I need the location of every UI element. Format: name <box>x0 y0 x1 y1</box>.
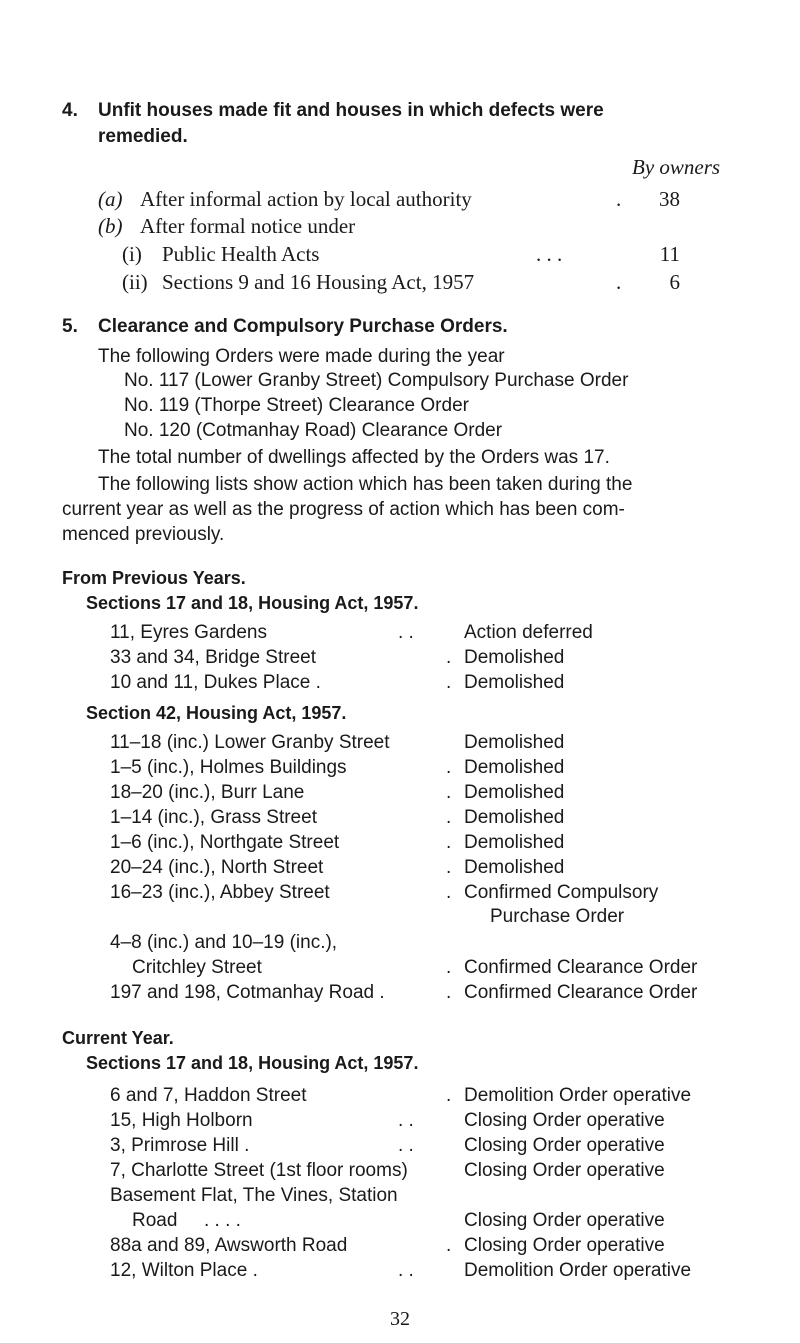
previous-row-3 <box>0 670 800 696</box>
property: 4–8 (inc.) and 10–19 (inc.), <box>110 932 338 953</box>
cotmanhay-row <box>0 980 800 1006</box>
current-row-1 <box>0 1083 800 1109</box>
leader-dots: . <box>446 647 452 668</box>
current-row-3 <box>0 1133 800 1159</box>
action: Closing Order operative <box>464 1210 665 1231</box>
previous-sub-heading-1: Sections 17 and 18, Housing Act, 1957. <box>86 593 419 613</box>
item-b-ii-value: 6 <box>669 270 680 294</box>
item-a-text: After informal action by local authority <box>140 187 472 211</box>
section-4-title-line-2: remedied. <box>98 126 188 147</box>
action: Confirmed Clearance Order <box>464 982 698 1003</box>
action: Demolished <box>464 647 565 668</box>
current-row-4 <box>0 1158 800 1184</box>
leader-dots: . . <box>398 1110 414 1131</box>
action: Closing Order operative <box>464 1110 665 1131</box>
leader-dots: . . . . <box>204 1210 241 1231</box>
section-5-number: 5. <box>62 316 78 337</box>
item-b-text: After formal notice under <box>140 214 356 238</box>
leader-dots: . . <box>398 622 414 643</box>
action: Closing Order operative <box>464 1160 665 1181</box>
property: 7, Charlotte Street (1st floor rooms) <box>110 1160 408 1181</box>
item-b-ii-row <box>0 269 800 295</box>
property: 6 and 7, Haddon Street <box>110 1085 307 1106</box>
order-117: No. 117 (Lower Granby Street) Compulsory Purchase Order <box>124 370 629 391</box>
property: 11, Eyres Gardens <box>110 622 268 643</box>
total-dwellings: The total number of dwellings affected by the Orders was 17. <box>98 447 610 468</box>
leader-dots: . <box>446 957 452 978</box>
item-b-i-text: Public Health Acts <box>162 242 320 266</box>
leader-dots: . <box>446 672 452 693</box>
para-line-1: The following lists show action which has been taken during the <box>98 474 633 495</box>
section42-row-7-cont <box>0 904 800 930</box>
section-4-number: 4. <box>62 100 78 121</box>
order-119: No. 119 (Thorpe Street) Clearance Order <box>124 395 469 416</box>
section42-row-3 <box>0 780 800 806</box>
leader-dots: . <box>446 982 452 1003</box>
critchley-row-line-1 <box>0 930 800 956</box>
leader-dots: . <box>446 882 452 903</box>
section-4-title-line-1: Unfit houses made fit and houses in which defects were <box>98 100 604 121</box>
property: 33 and 34, Bridge Street <box>110 647 316 668</box>
by-owners-column-header: By owners <box>632 155 721 179</box>
item-a-label: (a) <box>98 187 123 211</box>
property: 1–6 (inc.), Northgate Street <box>110 832 340 853</box>
previous-years-heading: From Previous Years. <box>62 568 246 588</box>
property-continuation: Road <box>132 1210 178 1231</box>
action: Confirmed Clearance Order <box>464 957 698 978</box>
section42-row-6 <box>0 855 800 881</box>
property: 10 and 11, Dukes Place . <box>110 672 321 693</box>
action: Demolished <box>464 782 565 803</box>
leader-dots: . <box>446 807 452 828</box>
leader-dots: . <box>446 782 452 803</box>
vines-row-line-2 <box>0 1208 800 1234</box>
item-b-i-leader: . . . <box>536 242 563 266</box>
order-120: No. 120 (Cotmanhay Road) Clearance Order <box>124 420 503 441</box>
vines-row-line-1 <box>0 1183 800 1209</box>
previous-sub-heading-2: Section 42, Housing Act, 1957. <box>86 703 347 723</box>
section42-row-5 <box>0 830 800 856</box>
property: 16–23 (inc.), Abbey Street <box>110 882 330 903</box>
action: Demolished <box>464 857 565 878</box>
item-a-leader: . <box>616 187 622 211</box>
current-row-5 <box>0 1233 800 1259</box>
action: Demolished <box>464 757 565 778</box>
page-number: 32 <box>390 1308 410 1330</box>
property: 1–14 (inc.), Grass Street <box>110 807 317 828</box>
action: Closing Order operative <box>464 1235 665 1256</box>
property: 197 and 198, Cotmanhay Road . <box>110 982 385 1003</box>
item-b-i-row <box>0 241 800 267</box>
action: Demolition Order operative <box>464 1260 692 1281</box>
property: 12, Wilton Place . <box>110 1260 258 1281</box>
current-row-6 <box>0 1258 800 1284</box>
action: Demolished <box>464 672 565 693</box>
property: 3, Primrose Hill . <box>110 1135 250 1156</box>
leader-dots: . . <box>398 1260 414 1281</box>
action: Demolished <box>464 732 565 753</box>
leader-dots: . <box>446 832 452 853</box>
property: Basement Flat, The Vines, Station <box>110 1185 398 1206</box>
property: 11–18 (inc.) Lower Granby Street <box>110 732 390 753</box>
property: 15, High Holborn <box>110 1110 253 1131</box>
para-line-2: current year as well as the progress of action which has been com- <box>62 499 625 520</box>
property: 18–20 (inc.), Burr Lane <box>110 782 305 803</box>
action: Confirmed Compulsory <box>464 882 659 903</box>
section42-row-7 <box>0 880 800 906</box>
item-a-row <box>0 186 800 212</box>
leader-dots: . <box>446 857 452 878</box>
item-b-i-label: (i) <box>122 242 142 266</box>
action: Demolished <box>464 832 565 853</box>
property: 20–24 (inc.), North Street <box>110 857 324 878</box>
previous-row-2 <box>0 645 800 671</box>
item-a-value: 38 <box>659 187 680 211</box>
item-b-ii-text: Sections 9 and 16 Housing Act, 1957 <box>162 270 475 294</box>
section42-row-4 <box>0 805 800 831</box>
section42-row-2 <box>0 755 800 781</box>
item-b-ii-leader: . <box>616 270 622 294</box>
item-b-row <box>0 213 800 239</box>
current-row-2 <box>0 1108 800 1134</box>
current-sub-heading: Sections 17 and 18, Housing Act, 1957. <box>86 1053 419 1073</box>
section42-row-1 <box>0 730 800 756</box>
current-year-heading: Current Year. <box>62 1028 174 1048</box>
item-b-i-value: 11 <box>659 242 680 266</box>
leader-dots: . <box>446 1085 452 1106</box>
property: 88a and 89, Awsworth Road <box>110 1235 348 1256</box>
critchley-row-line-2 <box>0 955 800 981</box>
action: Action deferred <box>464 622 593 643</box>
action: Demolition Order operative <box>464 1085 692 1106</box>
action-continuation: Purchase Order <box>490 906 625 927</box>
item-b-ii-label: (ii) <box>122 270 148 294</box>
section-5-title: Clearance and Compulsory Purchase Orders. <box>98 316 508 337</box>
section-5-intro: The following Orders were made during the year <box>98 346 505 367</box>
item-b-label: (b) <box>98 214 123 238</box>
leader-dots: . <box>446 757 452 778</box>
leader-dots: . <box>446 1235 452 1256</box>
para-line-3: menced previously. <box>62 524 225 545</box>
leader-dots: . . <box>398 1135 414 1156</box>
property: 1–5 (inc.), Holmes Buildings <box>110 757 347 778</box>
action: Demolished <box>464 807 565 828</box>
action: Closing Order operative <box>464 1135 665 1156</box>
previous-row-1 <box>0 620 800 646</box>
property-continuation: Critchley Street <box>132 957 262 978</box>
